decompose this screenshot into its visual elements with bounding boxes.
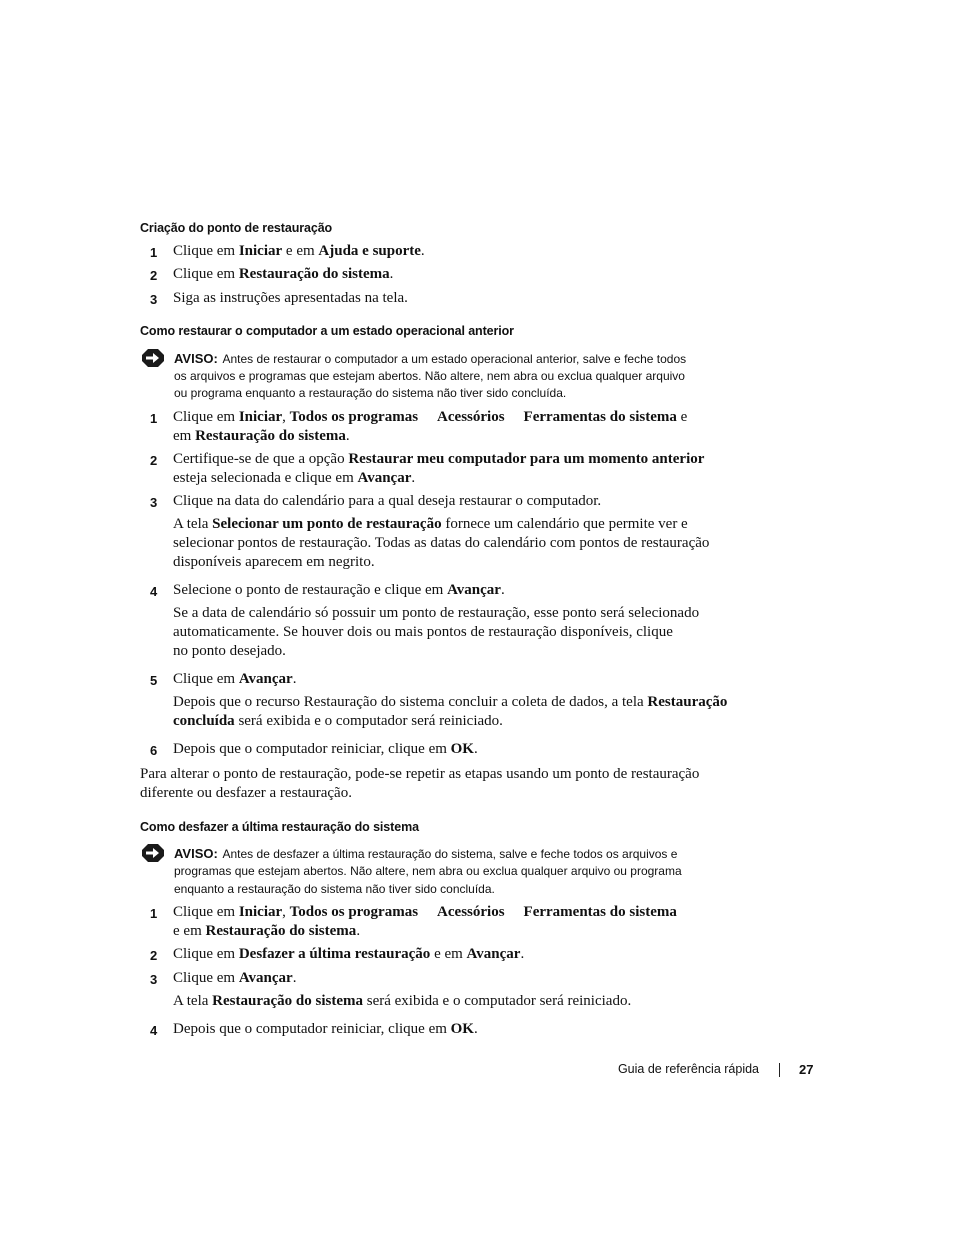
step-number: 5 xyxy=(150,673,158,688)
footer-title: Guia de referência rápida xyxy=(617,1062,759,1076)
step-paragraph: Depois que o recurso Restauração do sistema concluir a coleta de dados, a tela Restauração xyxy=(173,694,728,710)
notice-text: ou programa enquanto a restauração do sistema não tiver sido concluída. xyxy=(174,386,567,400)
step-paragraph: no ponto desejado. xyxy=(173,643,286,659)
section-heading: Criação do ponto de restauração xyxy=(140,221,333,235)
step-text: Clique em Iniciar, Todos os programas Acessórios Ferramentas do sistema e xyxy=(173,409,688,425)
step-number: 2 xyxy=(150,268,158,283)
step-text: Clique em Avançar. xyxy=(173,970,297,986)
step-text: Clique em Restauração do sistema. xyxy=(173,266,394,282)
step-text: Siga as instruções apresentadas na tela. xyxy=(173,290,408,306)
step-text: Clique em Iniciar, Todos os programas Acessórios Ferramentas do sistema xyxy=(173,904,677,920)
step-paragraph: concluída será exibida e o computador será reiniciado. xyxy=(173,713,503,729)
body-paragraph: diferente ou desfazer a restauração. xyxy=(140,785,352,801)
notice-label: AVISO: xyxy=(174,351,218,366)
body-paragraph: Para alterar o ponto de restauração, pode-se repetir as etapas usando um ponto de restauração xyxy=(140,766,700,782)
step-number: 6 xyxy=(150,743,158,758)
step-paragraph: Se a data de calendário só possuir um ponto de restauração, esse ponto será selecionado xyxy=(173,605,700,621)
step-text: Clique em Iniciar e em Ajuda e suporte. xyxy=(173,243,425,259)
section-heading: Como restaurar o computador a um estado operacional anterior xyxy=(140,324,514,338)
page-number: 27 xyxy=(799,1062,814,1077)
step-number: 2 xyxy=(150,453,158,468)
notice-text: os arquivos e programas que estejam abertos. Não altere, nem abra ou exclua qualquer arquivo xyxy=(174,369,685,383)
step-text: e em Restauração do sistema. xyxy=(173,923,361,939)
notice-arrow-icon xyxy=(141,348,165,368)
footer-divider xyxy=(779,1063,780,1077)
step-number: 3 xyxy=(150,972,158,987)
step-number: 2 xyxy=(150,948,158,963)
step-text: Certifique-se de que a opção Restaurar meu computador para um momento anterior xyxy=(173,451,705,467)
notice-text: AVISO: Antes de desfazer a última restauração do sistema, salve e feche todos os arquivos e xyxy=(174,846,678,861)
step-text: Clique na data do calendário para a qual deseja restaurar o computador. xyxy=(173,493,602,509)
step-paragraph: disponíveis aparecem em negrito. xyxy=(173,554,375,570)
step-number: 3 xyxy=(150,292,158,307)
notice-arrow-icon xyxy=(141,843,165,863)
step-text: Depois que o computador reiniciar, clique em OK. xyxy=(173,741,478,757)
step-text: Clique em Avançar. xyxy=(173,671,297,687)
step-paragraph: A tela Selecionar um ponto de restauração fornece um calendário que permite ver e xyxy=(173,516,688,532)
section-heading: Como desfazer a última restauração do sistema xyxy=(140,820,419,834)
notice-label: AVISO: xyxy=(174,846,218,861)
notice-text: programas que estejam abertos. Não altere, nem abra ou exclua qualquer arquivo ou programa xyxy=(174,864,682,878)
step-paragraph: selecionar pontos de restauração. Todas as datas do calendário com pontos de restauração xyxy=(173,535,710,551)
step-text: esteja selecionada e clique em Avançar. xyxy=(173,470,416,486)
step-number: 4 xyxy=(150,584,158,599)
step-text: Selecione o ponto de restauração e clique em Avançar. xyxy=(173,582,505,598)
step-text: Clique em Desfazer a última restauração e em Avançar. xyxy=(173,946,525,962)
step-text: em Restauração do sistema. xyxy=(173,428,350,444)
notice-text: AVISO: Antes de restaurar o computador a um estado operacional anterior, salve e feche todos xyxy=(174,351,687,366)
step-number: 4 xyxy=(150,1023,158,1038)
notice-text: enquanto a restauração do sistema não tiver sido concluída. xyxy=(174,882,495,896)
step-number: 1 xyxy=(150,906,158,921)
step-paragraph: A tela Restauração do sistema será exibida e o computador será reiniciado. xyxy=(173,993,632,1009)
step-number: 3 xyxy=(150,495,158,510)
step-number: 1 xyxy=(150,411,158,426)
step-text: Depois que o computador reiniciar, clique em OK. xyxy=(173,1021,478,1037)
step-paragraph: automaticamente. Se houver dois ou mais pontos de restauração disponíveis, clique xyxy=(173,624,673,640)
step-number: 1 xyxy=(150,245,158,260)
